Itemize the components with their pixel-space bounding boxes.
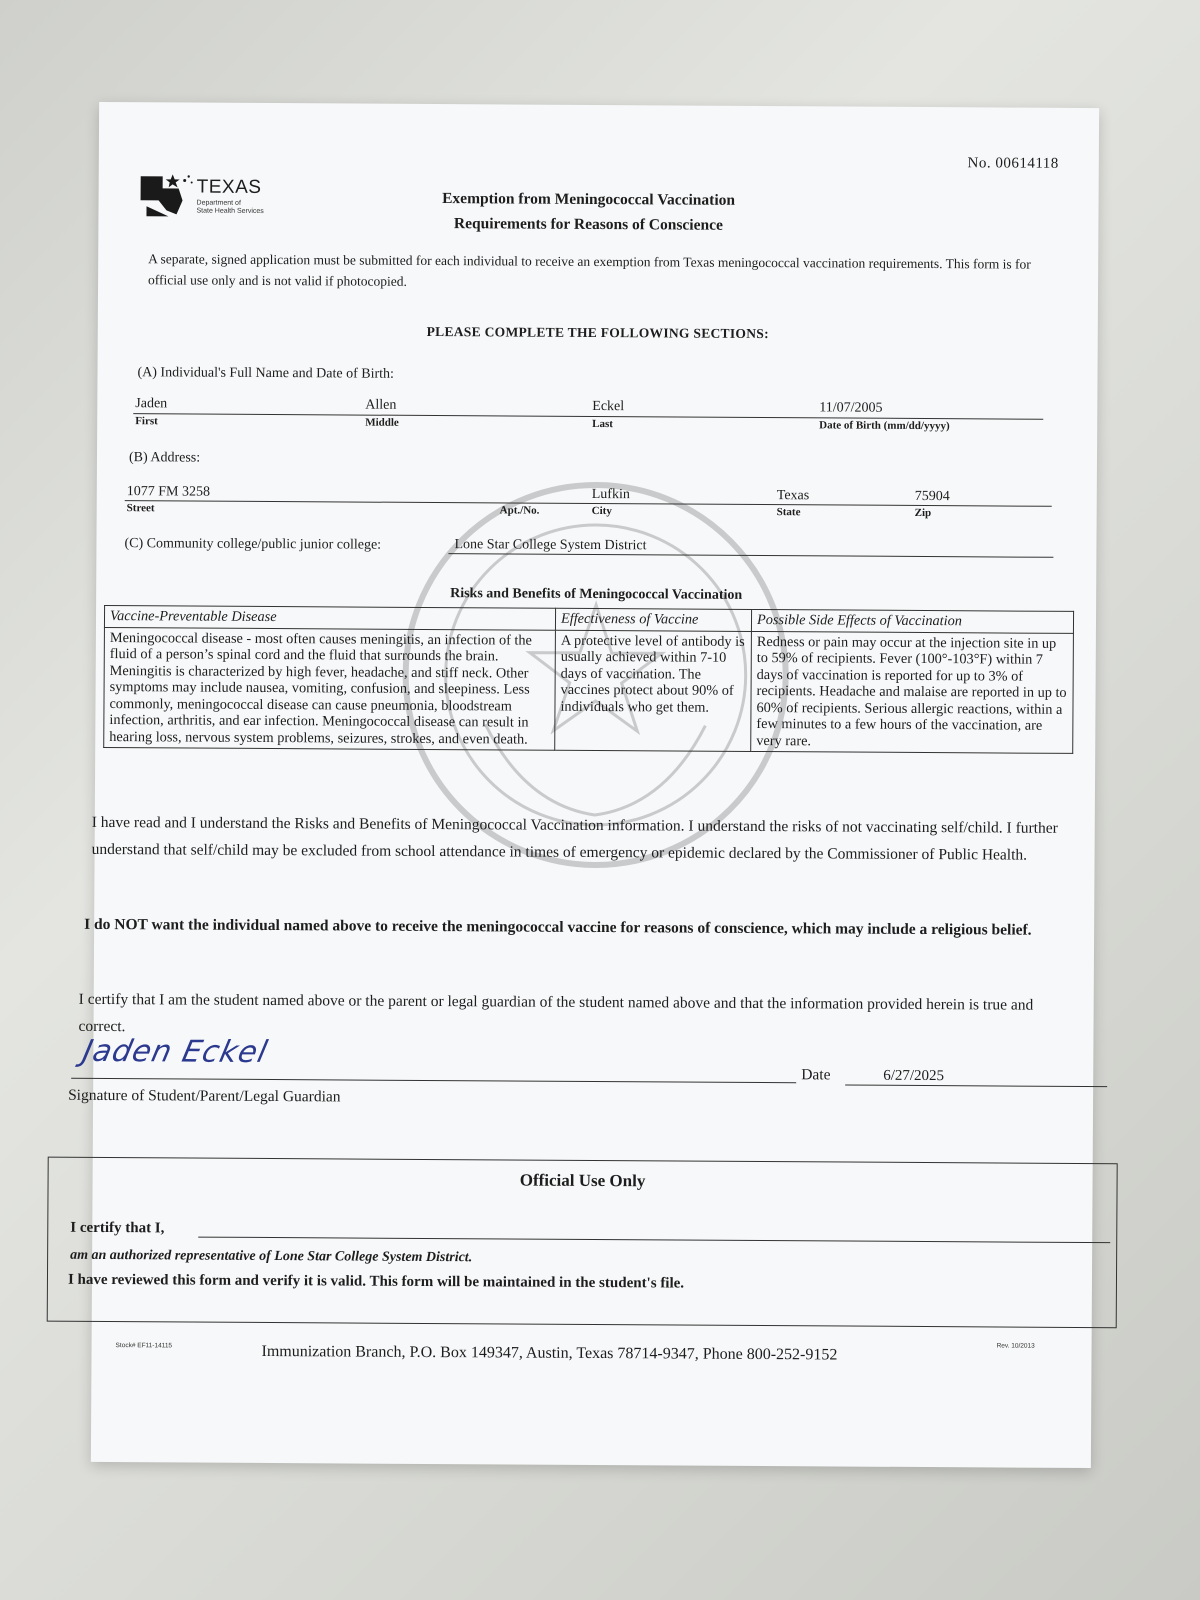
refusal-statement: I do NOT want the individual named above to receive the meningococcal vaccine for reasons of conscience, which may include a religious belief.: [84, 915, 1032, 939]
exemption-form-page: [67, 102, 1099, 1468]
handwritten-signature: Jaden Eckel: [79, 1033, 272, 1070]
logo-subtitle: [196, 200, 263, 216]
street-caption: Street: [126, 502, 155, 515]
revision-date: Rev. 10/2013: [996, 1342, 1035, 1350]
section-c-label: (C) Community college/public junior college:: [124, 536, 382, 553]
footer-address: Immunization Branch, P.O. Box 149347, Austin, Texas 78714-9347, Phone 800-252-9152: [261, 1342, 838, 1364]
logo-sub-line2: State Health Services: [196, 207, 264, 215]
middle-name-value[interactable]: Allen: [365, 397, 397, 413]
form-title: [328, 185, 848, 238]
section-b-label: (B) Address:: [128, 450, 201, 466]
logo-sub-line1: Department of: [196, 199, 241, 207]
first-name-value[interactable]: Jaden: [135, 396, 168, 412]
college-value[interactable]: Lone Star College System District: [454, 537, 647, 554]
official-use-box: [47, 1157, 1118, 1329]
header-side-effects: Possible Side Effects of Vaccination: [751, 609, 1073, 632]
texas-dshs-logo: [138, 170, 308, 221]
date-value[interactable]: 6/27/2025: [883, 1067, 945, 1085]
understand-statement: I have read and I understand the Risks and Benefits of Meningococcal Vaccination information. I understand the risks of not vaccinating self/child. I further understand that self/child may be excluded from school attendance in times of emergency or epidemic declared by the Commissioner of Public Health.: [91, 813, 1058, 864]
state-value[interactable]: Texas: [776, 488, 810, 504]
header-disease: Vaccine-Preventable Disease: [104, 606, 555, 630]
signature-caption: Signature of Student/Parent/Legal Guardian: [68, 1086, 341, 1106]
official-reviewed-text: I have reviewed this form and verify it is valid. This form will be maintained in the student's file.: [67, 1271, 685, 1292]
middle-caption: Middle: [365, 416, 399, 429]
title-line2: Requirements for Reasons of Conscience: [453, 215, 723, 234]
form-number: No. 00614118: [967, 155, 1059, 172]
first-caption: First: [135, 415, 158, 428]
certify-statement: I certify that I am the student named above or the parent or legal guardian of the student named above and that the information provided herein is true and correct.: [78, 990, 1034, 1036]
risks-table: [103, 605, 1074, 754]
cell-effectiveness: A protective level of antibody is usually achieved within 7-10 days of vaccination. The vaccines protect about 90% of individuals who get them.: [555, 630, 752, 752]
risks-body-row: [104, 627, 1074, 753]
cell-side-effects: Redness or pain may occur at the injection site in up to 59% of recipients. Fever (100°-103°F) within 7 days of vaccination is reported for up to 3% of recipients. Headache and malaise are reported in up to 60% of recipients. Serious allergic reactions, within a few minutes to a few hours of the vaccination, are very rare.: [751, 631, 1074, 753]
header-effectiveness: Effectiveness of Vaccine: [555, 608, 751, 631]
zip-value[interactable]: 75904: [914, 488, 950, 505]
city-caption: City: [591, 504, 612, 518]
dob-value[interactable]: 11/07/2005: [819, 400, 883, 416]
last-name-value[interactable]: Eckel: [592, 398, 625, 415]
name-underline: [133, 413, 1043, 420]
cell-disease: Meningococcal disease - most often causes meningitis, an infection of the fluid of a person’s spinal cord and the fluid that surrounds the brain. Meningitis is characterized by high fever, headache, and stiff neck. Other symptoms may include nausea, vomiting, confusion, and sleepiness. Less commonly, meningococcal disease can cause pneumonia, bloodstream infection, arthritis, and ear infection. Meningococcal disease can result in hearing loss, nervous system problems, seizures, strokes, and even death.: [104, 627, 556, 750]
official-heading: Official Use Only: [519, 1170, 646, 1191]
date-label: Date: [801, 1066, 831, 1084]
official-certify-label: I certify that I,: [70, 1219, 165, 1237]
dob-caption: Date of Birth (mm/dd/yyyy): [819, 419, 950, 433]
risks-title: Risks and Benefits of Meningococcal Vaccination: [450, 586, 743, 603]
date-line: [845, 1085, 1107, 1088]
title-line1: Exemption from Meningococcal Vaccination: [442, 190, 736, 209]
zip-caption: Zip: [914, 506, 932, 520]
logo-word: TEXAS: [196, 176, 262, 198]
official-authorized-text: am an authorized representative of Lone Star College System District.: [70, 1247, 473, 1266]
intro-text: A separate, signed application must be submitted for each individual to receive an exemption from Texas meningococcal vaccination requirements. This form is for official use only and is not valid if photocopied.: [148, 251, 1031, 289]
representative-name-line[interactable]: [198, 1237, 1110, 1244]
texas-star-icon: [138, 170, 196, 218]
state-caption: State: [776, 506, 801, 519]
section-a-label: (A) Individual's Full Name and Date of Birth:: [137, 365, 394, 382]
sections-heading: PLEASE COMPLETE THE FOLLOWING SECTIONS:: [426, 323, 769, 342]
apt-caption: Apt./No.: [499, 504, 540, 517]
city-value[interactable]: Lufkin: [591, 486, 630, 503]
last-caption: Last: [592, 417, 614, 431]
stock-number: Stock# EF11-14115: [115, 1342, 173, 1350]
street-value[interactable]: 1077 FM 3258: [126, 484, 211, 500]
